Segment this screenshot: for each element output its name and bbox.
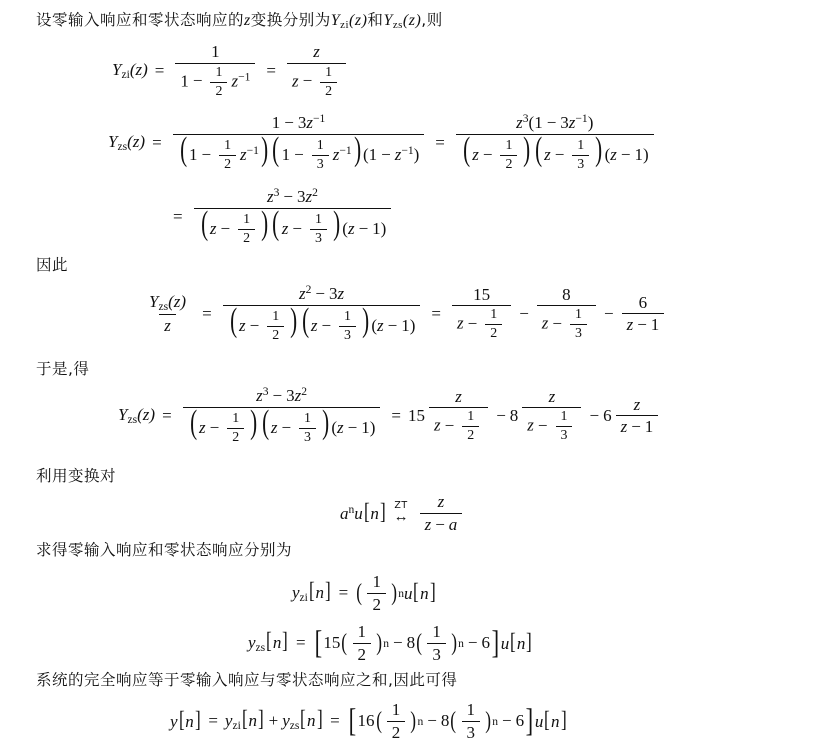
eq4-frac1 — [183, 385, 381, 446]
eq7-minus2: − — [467, 633, 478, 653]
intro-Y2: $Y_{zs}(z)$ — [383, 12, 422, 32]
eq3-term2-num: 8 — [562, 284, 571, 304]
eq4-minus1: − — [496, 405, 506, 425]
eq4-coef3: 6 — [603, 405, 612, 425]
equation-transform-pair — [340, 492, 466, 534]
equation-yzi-time — [292, 572, 436, 614]
eq2-equals: = — [152, 132, 162, 152]
eq3-frac1-den: ( z − $\frac{1}{2}$ ) ( z − $\frac{1}{3}$ ) (z − 1) — [223, 305, 421, 345]
eq6-rparen: ) — [391, 578, 397, 606]
third-frac7: $\frac{1}{3}$ — [556, 409, 573, 444]
eq3-lhs-num: $Y_{zs}(z)$ — [149, 291, 187, 313]
eq2-frac1 — [173, 112, 425, 173]
eq4-frac1-den: ( z − $\frac{1}{2}$ ) ( z − $\frac{1}{3}$ ) (z − 1) — [183, 407, 381, 447]
third-frac4: $\frac{1}{3}$ — [339, 309, 356, 344]
eq3-minus1: − — [519, 303, 529, 323]
equation-yzs-expanded — [118, 385, 662, 446]
eq8-lbrack: [ — [348, 702, 356, 739]
third-frac6: $\frac{1}{3}$ — [299, 411, 316, 446]
paragraph-thus: 于是,得 — [36, 360, 90, 378]
eq8-equals2: = — [330, 711, 340, 731]
eq5-rhs-num: z — [437, 492, 445, 511]
eq3-minus2: − — [603, 303, 614, 323]
eq4-term3-den: z − 1 — [616, 415, 659, 437]
eq5-rhs-den: z − a — [420, 513, 463, 535]
intro-Y1: $Y_{zi}(z)$ — [330, 12, 368, 32]
eq2-frac2-den: ( z − $\frac{1}{2}$ ) ( z − $\frac{1}{3}$ ) (z − 1) — [456, 134, 654, 174]
eq8-lparen1: ( — [375, 706, 382, 734]
eq4-term2-num: z — [548, 386, 556, 406]
half-frac3: $\frac{1}{2}$ — [219, 138, 236, 173]
equation-total-response — [170, 700, 567, 742]
intro-pre: 设零输入响应和零状态响应的 — [36, 11, 245, 29]
equation-yzi — [112, 42, 350, 100]
eq1-frac2-num: z — [313, 42, 320, 61]
half-frac: $\frac{1}{2}$ — [210, 65, 227, 100]
eq4-equals: = — [162, 405, 172, 425]
eq4-term2 — [522, 387, 581, 445]
eq8-rparen2: ) — [485, 706, 492, 734]
equation-yzs-2 — [166, 186, 395, 247]
equation-yzs-time — [248, 622, 533, 664]
eq3-equals2: = — [431, 303, 441, 323]
paragraph-intro — [36, 8, 443, 31]
eq2-frac2 — [456, 112, 654, 173]
eq1-equals: = — [154, 60, 165, 80]
third-frac1: $\frac{1}{3}$ — [312, 138, 329, 173]
eq7-coef2: 8 — [406, 633, 416, 653]
half-frac7: $\frac{1}{2}$ — [485, 307, 502, 342]
eq2-frac1-num: $1 - 3z^{-1}$ — [271, 112, 326, 132]
eq2-frac2-num: $z^3(1 - 3z^{-1})$ — [516, 112, 594, 132]
eq8-rbrack: ] — [525, 702, 534, 739]
equation-partial-fractions — [140, 283, 668, 344]
eq4-lhs: $Y_{zs}(z)$ — [118, 404, 156, 427]
eq8-minus2: − — [502, 711, 512, 731]
eq8-lparen2: ( — [450, 706, 457, 734]
third-frac3: $\frac{1}{3}$ — [310, 212, 327, 247]
eq2b-num: $z^3 - 3z^2$ — [267, 186, 318, 206]
eq8-rparen1: ) — [410, 706, 417, 734]
eq8-coef3: 6 — [515, 711, 525, 731]
eq2-lhs: $Y_{zs}(z)$ — [108, 131, 146, 154]
eq3-term1-num: 15 — [473, 284, 491, 304]
eq7-rparen2: ) — [451, 628, 457, 656]
eq2-equals2: = — [435, 132, 445, 152]
eq7-rparen1: ) — [376, 628, 383, 656]
eq3-term2-den: z − $\frac{1}{3}$ — [537, 305, 596, 342]
third-frac2: $\frac{1}{3}$ — [572, 138, 589, 173]
eq7-exp1: n — [383, 636, 390, 650]
eq4-coef1: 15 — [408, 405, 425, 425]
eq3-term3 — [622, 293, 665, 335]
eq7-coef1: 15 — [323, 633, 341, 653]
eq2b-frac — [194, 186, 392, 247]
eq3-term2 — [537, 285, 596, 343]
half-frac6: $\frac{1}{2}$ — [267, 309, 284, 344]
eq8-un: u[n] — [534, 707, 567, 733]
eq4-term1-num: z — [455, 386, 462, 406]
eq7-lbrack: [ — [314, 624, 322, 661]
equation-yzs-1 — [108, 112, 658, 173]
eq4-frac1-num: $z^3 - 3z^2$ — [256, 385, 307, 405]
eq4-term2-den: z − $\frac{1}{3}$ — [522, 407, 581, 444]
eq1-frac1-den: 1 − $\frac{1}{2}$ $z^{-1}$ — [175, 63, 255, 100]
eq1-frac1 — [175, 42, 255, 100]
eq6-equals: = — [338, 583, 349, 603]
eq4-term3 — [616, 395, 659, 437]
half-frac9: $\frac{1}{2}$ — [462, 409, 479, 444]
eq8-third: $\frac{1}{3}$ — [462, 700, 481, 742]
eq5-rhs — [420, 492, 463, 534]
eq3-frac1-num: $z^2 - 3z$ — [298, 283, 345, 303]
eq8-exp1: n — [417, 714, 424, 728]
eq8-plus: + — [268, 711, 279, 731]
paragraph-total-response: 系统的完全响应等于零输入响应与零状态响应之和,因此可得 — [36, 671, 458, 689]
eq3-lhs-den: z — [159, 314, 176, 336]
eq7-equals: = — [295, 633, 306, 653]
eq3-term3-den: z − 1 — [622, 313, 665, 335]
intro-and: 和 — [367, 11, 384, 29]
eq4-term3-num: z — [633, 394, 641, 414]
eq2b-equals: = — [173, 206, 183, 226]
eq4-equals2: = — [391, 405, 401, 425]
eq7-lparen1: ( — [341, 628, 348, 656]
third-frac5: $\frac{1}{3}$ — [570, 307, 587, 342]
eq1-equals2: = — [266, 60, 276, 80]
eq4-coef2: 8 — [509, 405, 519, 425]
eq6-un: u[n] — [403, 579, 436, 605]
eq6-half: $\frac{1}{2}$ — [367, 572, 386, 614]
eq3-lhs — [144, 292, 191, 336]
half-frac8: $\frac{1}{2}$ — [227, 411, 244, 446]
eq8-yzi: $y_{zi}[n]$ — [224, 706, 264, 733]
eq6-lparen: ( — [356, 578, 363, 606]
eq3-term3-num: 6 — [638, 292, 648, 312]
half-frac2: $\frac{1}{2}$ — [320, 65, 337, 100]
eq8-coef1: 16 — [357, 711, 375, 731]
eq7-exp2: n — [458, 636, 464, 650]
half-frac4: $\frac{1}{2}$ — [500, 138, 517, 173]
eq3-frac1 — [223, 283, 421, 344]
arrow-glyph: ↔ — [393, 508, 409, 525]
paragraph-obtain-responses: 求得零输入响应和零状态响应分别为 — [36, 541, 293, 559]
intro-mid: 变换分别为 — [250, 11, 331, 29]
eq8-minus1: − — [427, 711, 437, 731]
eq8-yzs: $y_{zs}[n]$ — [282, 706, 323, 733]
eq8-exp2: n — [492, 714, 499, 728]
eq2-frac1-den: ( 1 − $\frac{1}{2}$ $z^{-1}$) ( 1 − $\frac{1}{3}$ $z^{-1}$) $(1 - z^{-1})$ — [173, 134, 425, 174]
eq1-frac1-num: 1 — [211, 42, 220, 61]
eq8-half: $\frac{1}{2}$ — [387, 700, 406, 742]
zt-arrow — [394, 501, 409, 525]
eq3-term1 — [452, 285, 511, 343]
eq7-coef3: 6 — [481, 633, 490, 653]
paragraph-therefore: 因此 — [36, 256, 69, 274]
eq7-lhs: $y_{zs}[n]$ — [248, 628, 288, 655]
zt-label: ZT — [394, 500, 408, 512]
intro-z: z — [244, 12, 251, 29]
eq1-lhs: $Y_{zi}(z)$ — [112, 60, 148, 82]
eq1-frac2 — [287, 42, 346, 100]
eq5-lhs: $a^nu[n]$ — [340, 499, 386, 525]
eq7-lparen2: ( — [416, 628, 423, 656]
eq4-term1 — [429, 387, 488, 445]
eq8-equals: = — [208, 711, 218, 731]
intro-post: ,则 — [421, 11, 443, 29]
eq1-frac2-den: z − $\frac{1}{2}$ — [287, 63, 346, 100]
eq4-minus2: − — [589, 405, 600, 425]
paragraph-use-transform-pair: 利用变换对 — [36, 467, 117, 485]
eq8-coef2: 8 — [440, 711, 450, 731]
eq7-rbrack: ] — [491, 624, 500, 661]
eq3-term1-den: z − $\frac{1}{2}$ — [452, 305, 511, 342]
eq6-exp: n — [398, 586, 404, 600]
eq7-third: $\frac{1}{3}$ — [427, 622, 446, 664]
eq4-term1-den: z − $\frac{1}{2}$ — [429, 407, 488, 444]
eq8-lhs: y[n] — [170, 707, 201, 733]
eq6-lhs: $y_{zi}[n]$ — [292, 578, 331, 605]
eq7-minus1: − — [393, 633, 403, 653]
eq2b-den: ( z − $\frac{1}{2}$ ) ( z − $\frac{1}{3}$ ) (z − 1) — [194, 208, 392, 248]
eq7-un: u[n] — [500, 629, 533, 655]
eq7-half: $\frac{1}{2}$ — [353, 622, 372, 664]
half-frac5: $\frac{1}{2}$ — [238, 212, 255, 247]
eq3-equals: = — [202, 303, 212, 323]
